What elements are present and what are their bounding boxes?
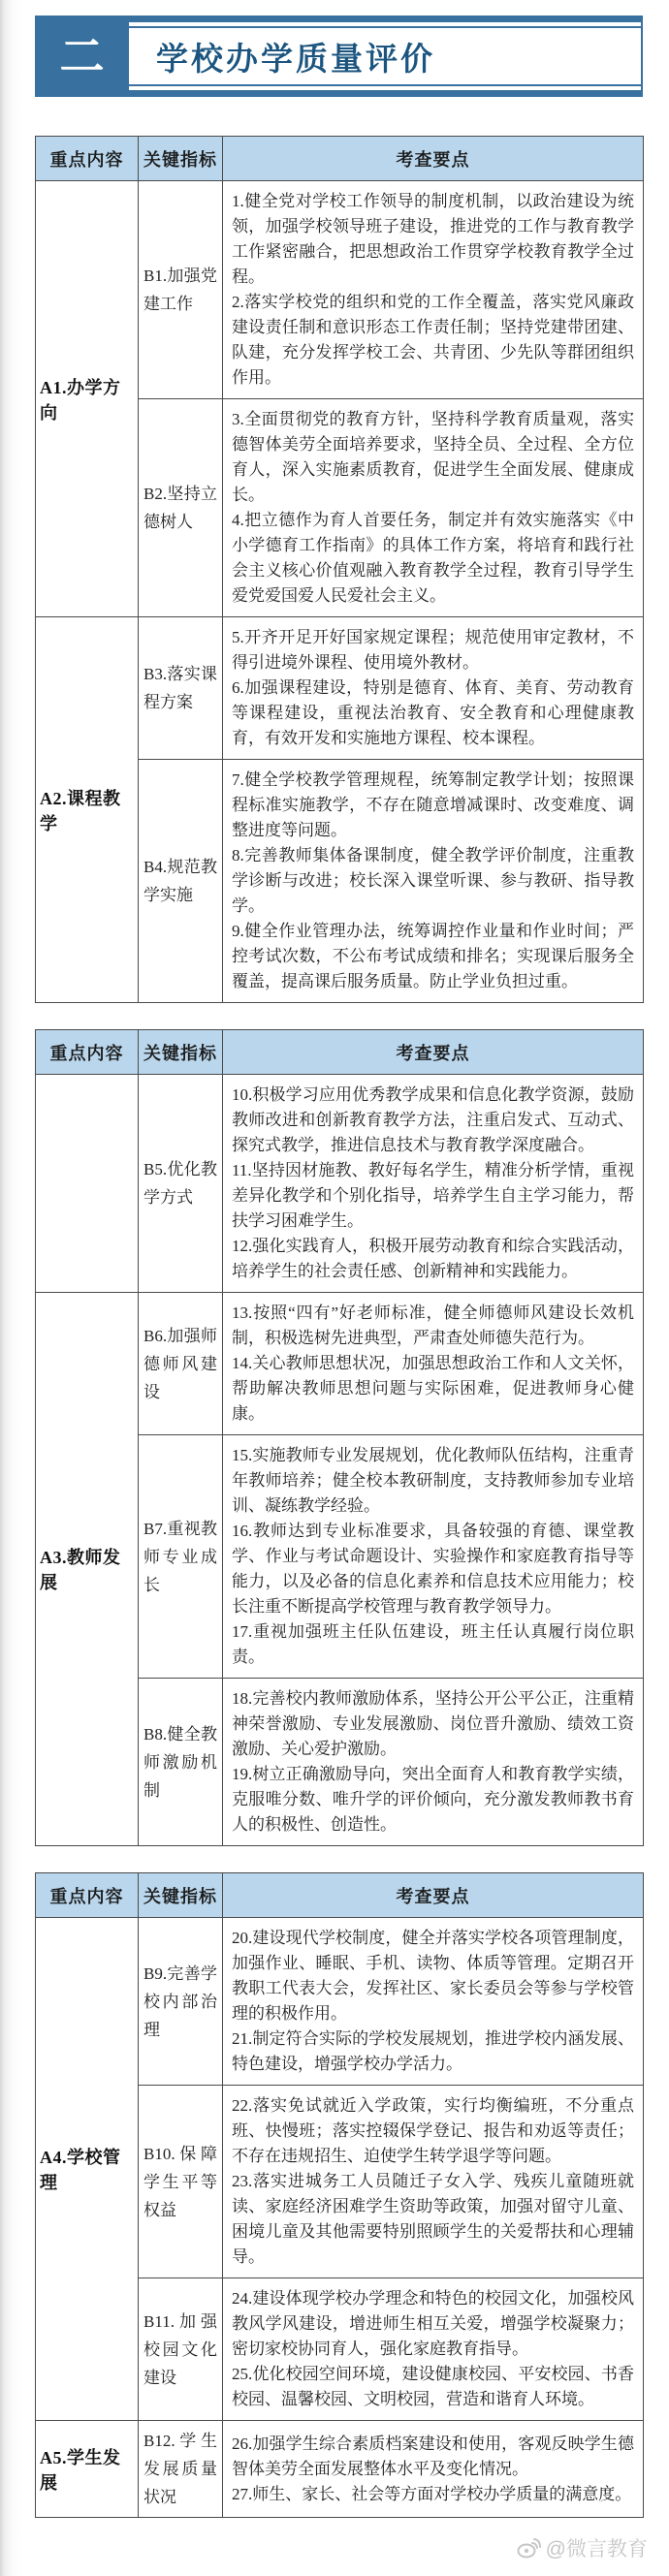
eval-table-2 <box>35 1029 644 1846</box>
indicator-cell-b9: B9.完善学校内部治理 <box>139 1918 223 2086</box>
point-text: 12.强化实践育人，积极开展劳动教育和综合实践活动，培养学生的社会责任感、创新精神和实践能力。 <box>232 1237 634 1280</box>
spacer <box>0 97 669 136</box>
point-text: 18.完善校内教师激励体系，坚持公开公平公正，注重精神荣誉激励、专业发展激励、岗位晋升激励、绩效工资激励、关心爱护激励。 <box>232 1689 634 1758</box>
points-cell-b9 <box>223 1918 644 2086</box>
table-row <box>36 181 644 399</box>
indicator-cell-b2: B2.坚持立德树人 <box>139 399 223 617</box>
col-header-key-content: 重点内容 <box>36 1873 139 1918</box>
table-row <box>36 2421 644 2518</box>
table-header-row <box>36 137 644 181</box>
spacer <box>0 1003 669 1029</box>
table-row <box>36 617 644 760</box>
table-row <box>36 1293 644 1435</box>
point-text: 3.全面贯彻党的教育方针，坚持科学教育质量观，落实德智体美劳全面培养要求，坚持全员、全过程、全方位育人，深入实施素质教育，促进学生全面发展、健康成长。 <box>232 410 634 504</box>
points-cell-b12 <box>223 2421 644 2518</box>
points-cell-b10 <box>223 2086 644 2278</box>
title-inner-frame <box>129 26 641 86</box>
indicator-cell-b8: B8.健全教师激励机制 <box>139 1679 223 1846</box>
point-text: 6.加强课程建设，特别是德育、体育、美育、劳动教育等课程建设，重视法治教育、安全教育和心理健康教育，有效开发和实施地方课程、校本课程。 <box>232 678 634 747</box>
point-text: 1.健全党对学校工作领导的制度机制，以政治建设为统领，加强学校领导班子建设，推进党的工作与教育教学工作紧密融合，把思想政治工作贯穿学校教育教学全过程。 <box>232 192 634 286</box>
point-text: 23.落实进城务工人员随迁子女入学、残疾儿童随班就读、家庭经济困难学生资助等政策，加强对留守儿童、困境儿童及其他需要特别照顾学生的关爱帮扶和心理辅导。 <box>232 2172 634 2266</box>
section-banner <box>35 16 643 97</box>
point-text: 7.健全学校教学管理规程，统筹制定教学计划；按照课程标准实施教学，不存在随意增减课时、改变难度、调整进度等问题。 <box>232 770 634 839</box>
points-cell-b2 <box>223 399 644 617</box>
indicator-cell-b10: B10.保障学生平等权益 <box>139 2086 223 2278</box>
point-text: 20.建设现代学校制度，健全并落实学校各项管理制度，加强作业、睡眠、手机、读物、体质等管理。定期召开教职工代表大会，发挥社区、家长委员会等参与学校管理的积极作用。 <box>232 1929 634 2023</box>
point-text: 15.实施教师专业发展规划，优化教师队伍结构，注重青年教师培养；健全校本教研制度，支持教师参加专业培训、凝练教学经验。 <box>232 1446 634 1515</box>
watermark <box>0 2533 648 2562</box>
col-header-points: 考查要点 <box>223 1030 644 1075</box>
point-text: 27.师生、家长、社会等方面对学校办学质量的满意度。 <box>232 2484 632 2503</box>
col-header-indicator: 关键指标 <box>139 137 223 181</box>
watermark-handle: @微言教育 <box>545 2538 648 2560</box>
point-text: 10.积极学习应用优秀教学成果和信息化教学资源，鼓励教师改进和创新教育教学方法，注重启发式、互动式、探究式教学，推进信息技术与教育教学深度融合。 <box>232 1085 634 1154</box>
point-text: 16.教师达到专业标准要求，具备较强的育德、课堂教学、作业与考试命题设计、实验操作和家庭教育指导等能力，以及必备的信息化素养和信息技术应用能力；校长注重不断提高学校管理与教育教学领导力。 <box>232 1522 634 1616</box>
point-text: 25.优化校园空间环境，建设健康校园、平安校园、书香校园、温馨校园、文明校园，营造和谐育人环境。 <box>232 2365 634 2408</box>
col-header-points: 考查要点 <box>223 1873 644 1918</box>
key-content-cell-a2: A2.课程教学 <box>36 617 139 1003</box>
indicator-cell-b5: B5.优化教学方式 <box>139 1075 223 1293</box>
points-cell-b5 <box>223 1075 644 1293</box>
eval-table-3 <box>35 1872 644 2518</box>
table-row <box>36 1075 644 1293</box>
points-cell-b3 <box>223 617 644 760</box>
eval-table-1 <box>35 136 644 1003</box>
point-text: 26.加强学生综合素质档案建设和使用，客观反映学生德智体美劳全面发展整体水平及变化情况。 <box>232 2434 634 2478</box>
point-text: 14.关心教师思想状况，加强思想政治工作和人文关怀，帮助解决教师思想问题与实际困难，促进教师身心健康。 <box>232 1354 634 1423</box>
section-number-badge: 二 <box>35 16 129 97</box>
col-header-indicator: 关键指标 <box>139 1873 223 1918</box>
col-header-points: 考查要点 <box>223 137 644 181</box>
point-text: 2.落实学校党的组织和党的工作全覆盖，落实党风廉政建设责任制和意识形态工作责任制；坚持党建带团建、队建，充分发挥学校工会、共青团、少先队等群团组织作用。 <box>232 293 634 387</box>
weibo-icon <box>516 2537 541 2559</box>
point-text: 24.建设体现学校办学理念和特色的校园文化，加强校风教风学风建设，增进师生相互关爱，增强学校凝聚力；密切家校协同育人，强化家庭教育指导。 <box>232 2289 634 2358</box>
key-content-cell-a1: A1.办学方向 <box>36 181 139 617</box>
point-text: 11.坚持因材施教、教好每名学生，精准分析学情，重视差异化教学和个别化指导，培养学生自主学习能力，帮扶学习困难学生。 <box>232 1161 634 1230</box>
key-content-cell-empty <box>36 1075 139 1293</box>
table-header-row <box>36 1030 644 1075</box>
point-text: 9.健全作业管理办法，统筹调控作业量和作业时间；严控考试次数，不公布考试成绩和排名；实现课后服务全覆盖，提高课后服务质量。防止学业负担过重。 <box>232 922 634 990</box>
page-title: 学校办学质量评价 <box>156 40 435 77</box>
point-text: 21.制定符合实际的学校发展规划，推进学校内涵发展、特色建设，增强学校办学活力。 <box>232 2029 634 2073</box>
point-text: 13.按照“四有”好老师标准，健全师德师风建设长效机制，积极选树先进典型，严肃查处师德失范行为。 <box>232 1304 634 1347</box>
points-cell-b1 <box>223 181 644 399</box>
indicator-cell-b3: B3.落实课程方案 <box>139 617 223 760</box>
key-content-cell-a5: A5.学生发展 <box>36 2421 139 2518</box>
indicator-cell-b4: B4.规范教学实施 <box>139 760 223 1003</box>
col-header-key-content: 重点内容 <box>36 1030 139 1075</box>
point-text: 22.落实免试就近入学政策，实行均衡编班，不分重点班、快慢班；落实控辍保学登记、报告和劝返等责任；不存在违规招生、迫使学生转学退学等问题。 <box>232 2096 634 2165</box>
points-cell-b7 <box>223 1435 644 1679</box>
table-header-row <box>36 1873 644 1918</box>
point-text: 4.把立德作为育人首要任务，制定并有效实施落实《中小学德育工作指南》的具体工作方案，将培育和践行社会主义核心价值观融入教育教学全过程，教育引导学生爱党爱国爱人民爱社会主义。 <box>232 511 634 605</box>
points-cell-b11 <box>223 2278 644 2421</box>
indicator-cell-b7: B7.重视教师专业成长 <box>139 1435 223 1679</box>
point-text: 8.完善教师集体备课制度，健全教学评价制度，注重教学诊断与改进；校长深入课堂听课、参与教研、指导教学。 <box>232 846 634 915</box>
table-row <box>36 1918 644 2086</box>
indicator-cell-b11: B11.加强校园文化建设 <box>139 2278 223 2421</box>
key-content-cell-a4: A4.学校管理 <box>36 1918 139 2421</box>
title-frame <box>129 16 643 97</box>
point-text: 19.树立正确激励导向，突出全面育人和教育教学实绩，克服唯分数、唯升学的评价倾向，充分激发教师教书育人的积极性、创造性。 <box>232 1765 634 1834</box>
key-content-cell-a3: A3.教师发展 <box>36 1293 139 1846</box>
points-cell-b8 <box>223 1679 644 1846</box>
indicator-cell-b12: B12.学生发展质量状况 <box>139 2421 223 2518</box>
indicator-cell-b6: B6.加强师德师风建设 <box>139 1293 223 1435</box>
point-text: 5.开齐开足开好国家规定课程；规范使用审定教材，不得引进境外课程、使用境外教材。 <box>232 628 634 672</box>
points-cell-b4 <box>223 760 644 1003</box>
col-header-indicator: 关键指标 <box>139 1030 223 1075</box>
indicator-cell-b1: B1.加强党建工作 <box>139 181 223 399</box>
spacer <box>0 1846 669 1872</box>
col-header-key-content: 重点内容 <box>36 137 139 181</box>
points-cell-b6 <box>223 1293 644 1435</box>
point-text: 17.重视加强班主任队伍建设，班主任认真履行岗位职责。 <box>232 1622 634 1666</box>
